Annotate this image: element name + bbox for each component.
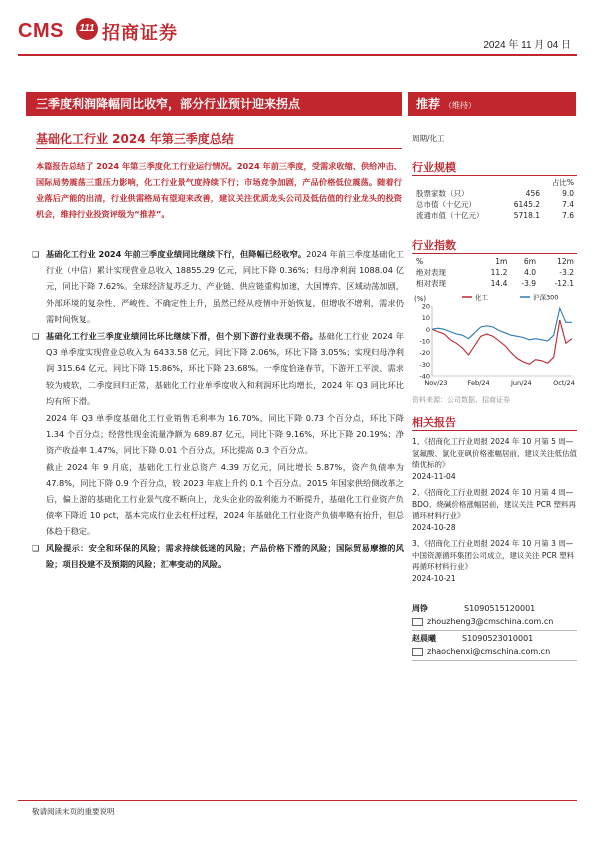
analyst-name: 赵晨曦 (412, 634, 436, 643)
scale-label: 股票家数（只） (416, 189, 469, 198)
index-cell: 相对表现 (416, 279, 446, 288)
scale-value: 6145.2 (513, 200, 540, 209)
analyst-divider (412, 660, 577, 661)
rating-sub: （维持） (444, 101, 477, 110)
table-row (416, 188, 574, 199)
index-title: 行业指数 (412, 239, 456, 252)
title-underline (36, 148, 402, 149)
summary-paragraph: 本篇报告总结了 2024 年第三季度化工行业运行情况。2024 年前三季度，受需求收缩、供给冲击、国际局势震荡三重压力影响，化工行业景气度持续下行；市场竞争加剧，产品价格低位震荡。随着行业落后产能的出清，行业供需格局有望迎来改善，建议关注优质龙头公司及低估值的行业龙头的投资机会，维持行业投资评级为“推荐”。 (36, 161, 402, 219)
analyst-2-email-row (412, 647, 550, 656)
analyst-code: S1090515120001 (464, 604, 536, 613)
index-performance-chart (412, 292, 577, 392)
bullet-text: 基础化工行业 2024 年 Q3 单季度实现营业总收入为 6433.58 亿元，同比下降 2.06%，环比下降 3.05%；实现归母净利润 315.64 亿元，同比下降 15.86%，环比下降 23.68%。一季度恰逢春节，下游开工平淡、需求较为疲软，二季度回归正常，基础化工行业单季度收入和利润环比均增长，2024 年 Q3 同比环比均有所下滑。 (46, 331, 404, 406)
report-title: 基础化工行业 2024 年第三季度总结 (36, 132, 234, 146)
related-list (412, 436, 577, 589)
scale-value: 456 (525, 189, 540, 198)
table-header-row (416, 256, 574, 267)
analyst-email[interactable]: zhouzheng3@cmschina.com.cn (427, 617, 554, 626)
chart-source: 资料来源：公司数据、招商证券 (412, 396, 510, 404)
chart-series-line (432, 308, 572, 341)
header-divider (18, 54, 577, 56)
bullet-square-icon: ❑ (32, 543, 40, 553)
bullet-item (32, 246, 404, 327)
analyst-code: S1090523010001 (462, 634, 534, 643)
index-cell: 11.2 (490, 268, 508, 277)
footer-divider (18, 800, 577, 801)
chart-ytick-label: -10 (419, 337, 430, 346)
scale-col-header: 占比% (551, 178, 574, 187)
bullet-square-icon: ❑ (32, 332, 40, 342)
chart-ytick-label: 20 (421, 302, 430, 311)
index-underline (412, 253, 577, 254)
scale-pct: 7.6 (562, 211, 574, 220)
index-cell: 14.4 (490, 279, 508, 288)
index-cell: -12.1 (554, 279, 574, 288)
index-cell: 绝对表现 (416, 268, 446, 277)
scale-value: 5718.1 (513, 211, 540, 220)
index-header: 1m (495, 257, 508, 266)
analyst-divider (412, 630, 577, 631)
logo-cms-text: CMS (18, 20, 64, 42)
related-report-date: 2024-10-28 (412, 522, 456, 532)
mail-icon (412, 618, 423, 626)
index-cell: -3.9 (521, 279, 536, 288)
chart-ytick-label: 0 (425, 325, 430, 334)
analyst-1 (412, 603, 535, 614)
main-body (32, 246, 404, 572)
risk-warning (32, 540, 404, 572)
related-report-item[interactable] (412, 487, 577, 533)
bullet-bold: 基础化工行业 2024 年前三季度业绩同比继续下行，但降幅已经收窄。 (46, 249, 307, 259)
analyst-email[interactable]: zhaochenxi@cmschina.com.cn (427, 647, 551, 656)
index-table (416, 256, 574, 289)
related-report-date: 2024-11-04 (412, 471, 456, 481)
related-title: 相关报告 (412, 416, 456, 429)
table-row (416, 278, 574, 289)
chart-xtick-label: Jun/24 (511, 379, 532, 387)
paragraph: 截止 2024 年 9 月底，基础化工行业总资产 4.39 万亿元，同比增长 5.87%，资产负债率为 47.8%，同比下降 0.9 个百分点，较 2023 年底上升约 0.1 个百分点。2015 年国家供给侧改革之后，偏上游的基础化工行业景气度不断向上，龙头企业的盈利能力不断提升，基础化工行业资产负债率下降近 10 pct，基本完成行业去杠杆过程，2024 年基础化工行业资产负债率略有抬升，但总体趋于稳定。 (46, 461, 404, 537)
related-report-item[interactable] (412, 436, 577, 482)
related-report-text: 2、《招商化工行业周报 2024 年 10 月第 4 周—BDO、烧碱价格涨幅居前，建议关注 PCR 塑料再循环材料行业》 (412, 488, 577, 520)
scale-underline (412, 175, 577, 176)
chart-ytick-label: 10 (421, 314, 430, 323)
analyst-2 (412, 633, 533, 644)
bullet-text: 2024 年前三季度基础化工行业（中信）累计实现营业总收入 18855.29 亿元，同比下降 0.36%；归母净利润 1088.04 亿元，同比下降 7.62%。全球经济复苏乏力、产业链、供应链重构加速，大国博弈、区域动荡加剧，外部环境的复杂性、严峻性、不确定性上升，虽然已经从疫情中开始恢复，但增收不增利，需求仍需时间恢复。 (46, 249, 404, 324)
logo-chinese-name: 招商证券 (102, 23, 178, 44)
table-row (416, 267, 574, 278)
chart-series-line (432, 320, 572, 364)
logo-badge: 111 (76, 18, 98, 40)
scale-pct: 9.0 (562, 189, 574, 198)
index-header: 12m (557, 257, 574, 266)
chart-xtick-label: Feb/24 (467, 379, 490, 387)
mail-icon (412, 648, 423, 656)
rating-bar (408, 92, 576, 116)
chart-legend-label: 沪深300 (533, 293, 559, 302)
headline-bar: 三季度利润降幅同比收窄，部分行业预计迎来拐点 (26, 92, 402, 116)
bullet-bold: 基础化工行业三季度业绩同比环比继续下滑，但个别下游行业表现不俗。 (46, 331, 319, 342)
table-row (416, 210, 574, 221)
scale-label: 流通市值（十亿元） (416, 211, 484, 220)
footer-note: 敬请阅读末页的重要说明 (32, 807, 115, 816)
paragraph: 2024 年 Q3 单季度基础化工行业销售毛利率为 16.70%，同比下降 0.73 个百分点，环比下降 1.34 个百分点；经营性现金流量净额为 689.87 亿元，同比下降 9.16%，环比下降 20.19%；净资产收益率 1.47%，同比下降 0.01 个百分点，环比提高 0.3 个百分点。 (46, 413, 404, 456)
analyst-1-email-row (412, 617, 553, 626)
analyst-name: 周铮 (412, 604, 428, 613)
scale-title: 行业规模 (412, 161, 456, 174)
scale-table (416, 177, 574, 221)
related-report-item[interactable] (412, 538, 577, 584)
bullet-item (32, 328, 404, 409)
category-label: 周期/化工 (412, 134, 445, 143)
risk-text: 风险提示：安全和环保的风险；需求持续低迷的风险；产品价格下滑的风险；国际贸易摩擦的风险；项目投建不及预期的风险；汇率变动的风险。 (46, 542, 404, 569)
chart-ytick-label: -40 (419, 372, 430, 381)
chart-ytick-label: -30 (419, 360, 430, 369)
table-row (416, 199, 574, 210)
scale-label: 总市值（十亿元） (416, 200, 476, 209)
chart-xtick-label: Oct/24 (553, 379, 575, 387)
index-cell: 4.0 (524, 268, 536, 277)
related-report-text: 3、《招商化工行业周报 2024 年 10 月第 3 周—中国资源循环集团公司成立，建议关注 PCR 塑料再循环材料行业》 (412, 539, 575, 571)
rating-label: 推荐 (416, 97, 441, 111)
related-underline (412, 430, 577, 431)
chart-ylabel: (%) (414, 295, 427, 303)
index-cell: -3.2 (559, 268, 574, 277)
related-report-text: 1、《招商化工行业周报 2024 年 10 月第 5 周—氢氟酸、氯化亚砜价格涨幅居前，建议关注低估值绩优标的》 (412, 437, 577, 469)
related-report-date: 2024-10-21 (412, 573, 456, 583)
index-header: 6m (523, 257, 536, 266)
scale-pct: 7.4 (562, 200, 574, 209)
chart-xtick-label: Nov/23 (424, 379, 448, 387)
chart-ytick-label: -20 (419, 349, 430, 358)
report-date: 2024 年 11 月 04 日 (483, 40, 571, 51)
index-header: % (416, 257, 424, 266)
bullet-square-icon: ❑ (32, 250, 40, 259)
chart-legend-label: 化工 (475, 293, 488, 302)
